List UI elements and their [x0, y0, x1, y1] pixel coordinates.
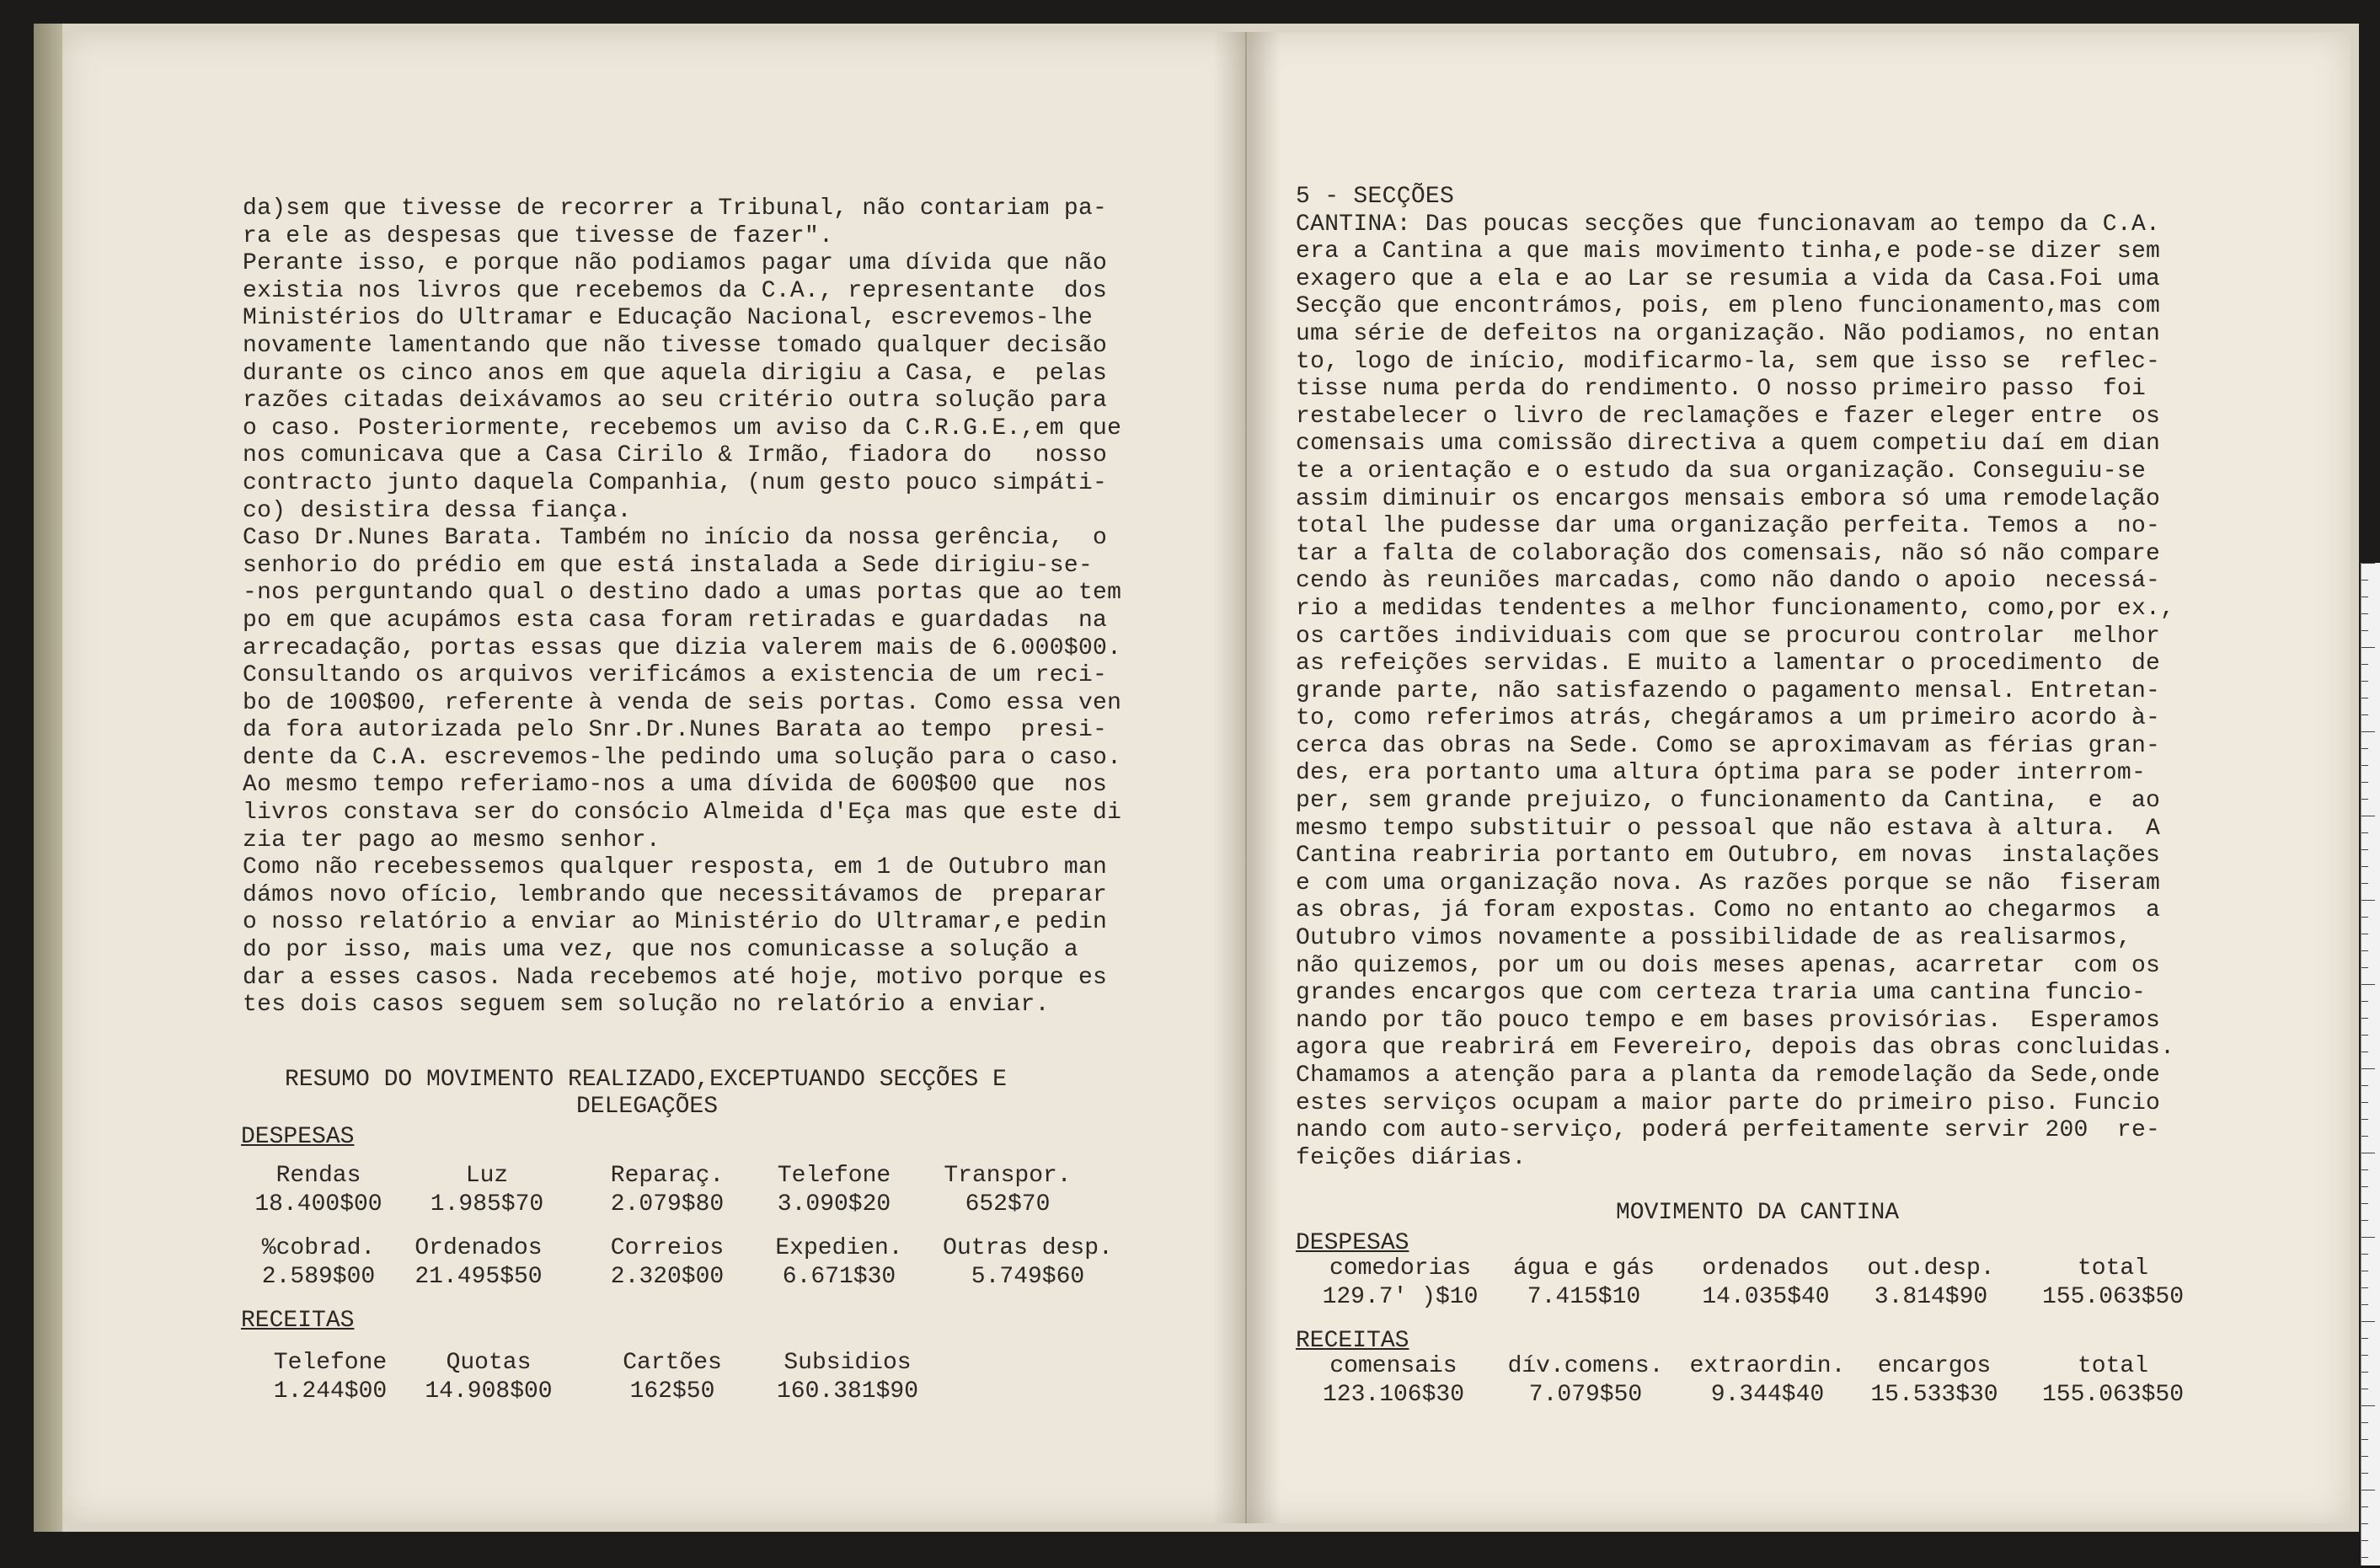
- ruler-tick: [2361, 1422, 2368, 1423]
- column-value: 162$50: [629, 1378, 715, 1405]
- column-value: 5.749$60: [971, 1264, 1085, 1290]
- ruler-tick: [2361, 1119, 2368, 1120]
- right-text-line-35: nando com auto-serviço, poderá perfeitamente servir 200 re-: [1296, 1117, 2161, 1144]
- ruler-tick: [2361, 1203, 2368, 1204]
- right-text-line-28: Outubro vimos novamente a possibilidade de as realisarmos,: [1296, 925, 2131, 952]
- right-text-line-10: comensais uma comissão directiva a quem competiu daí em dian: [1296, 431, 2161, 458]
- cantina-movement-title: MOVIMENTO DA CANTINA: [1616, 1200, 1900, 1226]
- right-text-line-31: nando por tão pouco tempo e em bases provisórias. Esperamos: [1296, 1007, 2161, 1034]
- ruler-tick: [2361, 1018, 2368, 1019]
- ruler-tick: [2361, 1035, 2368, 1036]
- ruler-tick: [2361, 917, 2368, 918]
- right-text-line-27: as obras, já foram expostas. Como no entanto ao chegarmos a: [1296, 897, 2161, 924]
- column-label: Telefone: [273, 1350, 388, 1376]
- right-body-text: [1296, 184, 2174, 1172]
- ruler-tick: [2361, 1523, 2368, 1524]
- ruler-tick: [2361, 613, 2368, 614]
- ruler-tick: [2361, 782, 2368, 783]
- ruler-tick: [2361, 748, 2368, 749]
- column-value: 7.079$50: [1528, 1382, 1643, 1408]
- column-value: 155.063$50: [2041, 1382, 2185, 1408]
- right-text-line-4: exagero que a ela e ao Lar se resumia a vida da Casa.Foi uma: [1296, 265, 2161, 292]
- summary-title-line-1: RESUMO DO MOVIMENTO REALIZADO,EXCEPTUANDO SECÇÕES E: [285, 1067, 1007, 1093]
- column-label: Telefone: [777, 1163, 891, 1189]
- ruler-tick: [2361, 647, 2375, 648]
- column-value: 3.814$90: [1874, 1284, 1988, 1310]
- left-text-line-8: razões citadas deixávamos ao seu critério outra solução para: [243, 388, 1108, 415]
- right-text-line-11: te a orientação e o estudo da sua organização. Conseguiu-se: [1296, 458, 2147, 484]
- column-value: 160.381$90: [776, 1378, 919, 1405]
- column-label: Ordenados: [414, 1235, 543, 1261]
- book-spine: [34, 24, 62, 1532]
- column-label: dív.comens.: [1507, 1353, 1664, 1379]
- ruler-tick: [2361, 1237, 2375, 1238]
- column-value: 123.106$30: [1322, 1382, 1465, 1408]
- column-value: 1.985$70: [430, 1191, 544, 1217]
- column-value: 14.908$00: [425, 1378, 553, 1405]
- left-text-line-21: dente da C.A. escrevemos-lhe pedindo uma solução para o caso.: [243, 744, 1122, 771]
- column-value: 6.671$30: [782, 1264, 896, 1290]
- column-label: Correios: [610, 1235, 725, 1261]
- ruler-tick: [2361, 1456, 2368, 1457]
- ruler-tick: [2361, 1338, 2368, 1339]
- right-text-line-16: rio a medidas tendentes a melhor funcionamento, como,por ex.,: [1296, 595, 2175, 622]
- column-label: total: [2077, 1255, 2148, 1282]
- right-text-line-9: restabelecer o livro de reclamações e fazer eleger entre os: [1296, 403, 2161, 430]
- column-label: água e gás: [1512, 1255, 1655, 1282]
- ruler-tick: [2361, 1085, 2368, 1086]
- left-text-line-17: arrecadação, portas essas que dizia valerem mais de 6.000$00.: [243, 634, 1122, 661]
- right-text-line-15: cendo às reuniões marcadas, como não dando o apoio necessá-: [1296, 568, 2161, 595]
- ruler-tick: [2361, 883, 2368, 884]
- ruler-tick: [2361, 1304, 2368, 1305]
- column-value: 14.035$40: [1702, 1284, 1830, 1310]
- column-value: 9.344$40: [1710, 1382, 1825, 1408]
- right-text-line-17: os cartões individuais com que se procurou controlar melhor: [1296, 623, 2161, 650]
- right-text-line-34: estes serviços ocupam a maior parte do primeiro piso. Funcio: [1296, 1089, 2161, 1116]
- column-value: 2.320$00: [610, 1264, 725, 1290]
- right-text-line-33: Chamamos a atenção para a planta da remodelação da Sede,onde: [1296, 1062, 2161, 1089]
- right-text-line-7: to, logo de início, modificarmo-la, sem que isso se reflec-: [1296, 348, 2161, 375]
- ruler-tick: [2361, 1557, 2368, 1558]
- column-label: Expedien.: [775, 1235, 903, 1261]
- column-label: extraordin.: [1689, 1353, 1846, 1379]
- column-value: 3.090$20: [777, 1191, 891, 1217]
- right-text-line-21: cerca das obras na Sede. Como se aproximavam as férias gran-: [1296, 732, 2161, 759]
- ruler-tick: [2361, 1102, 2368, 1103]
- column-label: Reparaç.: [610, 1163, 725, 1189]
- right-text-line-14: tar a falta de colaboração dos comensais, não só não compare: [1296, 540, 2161, 567]
- column-label: Outras desp.: [943, 1235, 1113, 1261]
- left-text-line-14: senhorio do prédio em que está instalada a Sede dirigiu-se-: [243, 552, 1094, 579]
- left-text-line-3: Perante isso, e porque não podiamos pagar uma dívida que não: [243, 250, 1108, 277]
- right-text-line-32: agora que reabrirá em Fevereiro, depois das obras concluidas.: [1296, 1035, 2175, 1062]
- right-text-line-3: era a Cantina a que mais movimento tinha,e pode-se dizer sem: [1296, 238, 2161, 265]
- right-text-line-30: grandes encargos que com certeza traria uma cantina funcio-: [1296, 980, 2147, 1007]
- column-value: 18.400$00: [254, 1191, 382, 1217]
- ruler-tick: [2361, 1321, 2375, 1322]
- ruler-tick: [2361, 1169, 2368, 1170]
- ruler-tick: [2361, 681, 2368, 682]
- column-label: encargos: [1877, 1353, 1992, 1379]
- ruler-tick: [2361, 563, 2375, 564]
- ruler-tick: [2361, 1287, 2368, 1288]
- column-label: %cobrad.: [261, 1235, 376, 1261]
- right-text-line-26: e com uma organização nova. As razões porque se não fiseram: [1296, 870, 2161, 896]
- ruler-tick: [2361, 832, 2368, 833]
- column-value: 7.415$10: [1527, 1284, 1641, 1310]
- left-text-line-18: Consultando os arquivos verificámos a existencia de um reci-: [243, 662, 1108, 689]
- left-text-line-27: o nosso relatório a enviar ao Ministério do Ultramar,e pedin: [243, 909, 1108, 936]
- summary-title-line-2: DELEGAÇÕES: [576, 1094, 719, 1120]
- right-text-line-36: feições diárias.: [1296, 1144, 1527, 1171]
- column-label: comensais: [1329, 1353, 1457, 1379]
- left-text-line-1: da)sem que tivesse de recorrer a Tribunal, não contariam pa-: [243, 195, 1108, 222]
- column-label: total: [2077, 1353, 2148, 1379]
- ruler-tick: [2361, 799, 2368, 800]
- right-text-line-6: uma série de defeitos na organização. Não podiamos, no entan: [1296, 320, 2161, 347]
- left-receitas-label: RECEITAS: [241, 1308, 355, 1334]
- right-text-line-25: Cantina reabriria portanto em Outubro, em novas instalações: [1296, 843, 2161, 870]
- right-text-line-1: 5 - SECÇÕES: [1296, 184, 1455, 210]
- left-text-line-19: bo de 100$00, referente à venda de seis portas. Como essa ven: [243, 689, 1122, 716]
- left-text-line-2: ra ele as despesas que tivesse de fazer".: [243, 222, 834, 249]
- left-text-line-20: da fora autorizada pelo Snr.Dr.Nunes Barata ao tempo presi-: [243, 717, 1108, 744]
- column-label: comedorias: [1329, 1255, 1472, 1282]
- column-label: Cartões: [623, 1350, 722, 1376]
- column-label: Luz: [465, 1163, 509, 1189]
- ruler-tick: [2361, 765, 2368, 766]
- ruler-tick: [2361, 630, 2368, 631]
- ruler-tick: [2361, 1186, 2368, 1187]
- ruler-tick: [2361, 1372, 2368, 1373]
- right-text-line-19: grande parte, não satisfazendo o pagamento mensal. Entretan-: [1296, 677, 2161, 704]
- left-text-line-6: novamente lamentando que não tivesse tomado qualquer decisão: [243, 332, 1108, 359]
- left-text-line-22: Ao mesmo tempo referiamo-nos a uma dívida de 600$00 que nos: [243, 772, 1108, 799]
- right-text-line-8: tisse numa perda do rendimento. O nosso primeiro passo foi: [1296, 376, 2147, 403]
- ruler-tick: [2361, 1220, 2368, 1221]
- ruler-tick: [2361, 866, 2368, 867]
- ruler-tick: [2361, 967, 2368, 968]
- left-text-line-29: dar a esses casos. Nada recebemos até hoje, motivo porque es: [243, 964, 1108, 991]
- column-label: Quotas: [446, 1350, 532, 1376]
- column-label: Subsidios: [784, 1350, 912, 1376]
- ruler-tick: [2361, 1540, 2368, 1541]
- ruler-tick: [2361, 984, 2375, 985]
- right-text-line-12: assim diminuir os encargos mensais embora só uma remodelação: [1296, 485, 2161, 512]
- left-despesas-label: DESPESAS: [241, 1124, 355, 1150]
- left-text-line-10: nos comunicava que a Casa Cirilo & Irmão, fiadora do nosso: [243, 442, 1108, 469]
- left-text-line-7: durante os cinco anos em que aquela dirigiu a Casa, e pelas: [243, 360, 1108, 387]
- column-label: ordenados: [1702, 1255, 1830, 1282]
- left-text-line-24: zia ter pago ao mesmo senhor.: [243, 827, 661, 854]
- ruler-tick: [2361, 849, 2368, 850]
- column-label: Rendas: [275, 1163, 361, 1189]
- left-text-line-25: Como não recebessemos qualquer resposta, em 1 de Outubro man: [243, 854, 1108, 881]
- left-text-line-9: o caso. Posteriormente, recebemos um aviso da C.R.G.E.,em que: [243, 415, 1122, 442]
- left-text-line-15: -nos perguntando qual o destino dado a umas portas que ao tem: [243, 580, 1122, 607]
- column-value: 155.063$50: [2041, 1284, 2185, 1310]
- ruler-tick: [2361, 1405, 2375, 1406]
- ruler-tick: [2361, 1001, 2368, 1002]
- right-text-line-5: Secção que encontrámos, pois, em pleno funcionamento,mas com: [1296, 293, 2161, 320]
- ruler-tick: [2361, 714, 2368, 715]
- left-text-line-11: contracto junto daquela Companhia, (num gesto pouco simpáti-: [243, 469, 1108, 496]
- column-label: out.desp.: [1867, 1255, 1995, 1282]
- column-value: 21.495$50: [414, 1264, 543, 1290]
- right-text-line-29: não quizemos, por um ou dois meses apenas, acarretar com os: [1296, 952, 2161, 979]
- left-body-text: [243, 195, 1121, 1019]
- left-text-line-23: livros constava ser do consócio Almeida d'Eça mas que este di: [243, 800, 1122, 827]
- column-value: 1.244$00: [273, 1378, 388, 1405]
- ruler-tick: [2361, 900, 2375, 901]
- left-text-line-4: existia nos livros que recebemos da C.A., representante dos: [243, 277, 1108, 304]
- right-text-line-24: mesmo tempo substituir o pessoal que não estava à altura. A: [1296, 815, 2161, 842]
- ruler-tick: [2361, 1473, 2368, 1474]
- right-text-line-23: per, sem grande prejuizo, o funcionamento da Cantina, e ao: [1296, 788, 2161, 815]
- ruler-tick: [2361, 1136, 2368, 1137]
- ruler-tick: [2361, 1355, 2368, 1356]
- ruler-tick: [2361, 580, 2368, 581]
- right-text-line-18: as refeições servidas. E muito a lamentar o procedimento de: [1296, 650, 2161, 677]
- ruler-tick: [2361, 950, 2368, 951]
- ruler-tick: [2361, 731, 2375, 732]
- left-text-line-5: Ministérios do Ultramar e Educação Nacional, escrevemos-lhe: [243, 305, 1094, 332]
- column-value: 129.7' )$10: [1322, 1284, 1479, 1310]
- ruler-tick: [2361, 1439, 2368, 1440]
- left-text-line-13: Caso Dr.Nunes Barata. Também no início da nossa gerência, o: [243, 525, 1108, 552]
- column-label: Transpor.: [944, 1163, 1072, 1189]
- column-value: 652$70: [965, 1191, 1051, 1217]
- column-value: 15.533$30: [1870, 1382, 1998, 1408]
- page-gutter: [1213, 32, 1281, 1523]
- right-text-line-22: des, era portanto uma altura óptima para se poder interrom-: [1296, 760, 2147, 787]
- left-text-line-30: tes dois casos seguem sem solução no relatório a enviar.: [243, 992, 1050, 1019]
- left-text-line-28: do por isso, mais uma vez, que nos comunicasse a solução a: [243, 937, 1078, 964]
- left-text-line-12: co) desistira dessa fiança.: [243, 497, 632, 524]
- right-receitas-label: RECEITAS: [1296, 1328, 1409, 1354]
- column-value: 2.589$00: [261, 1264, 376, 1290]
- left-text-line-16: po em que acupámos esta casa foram retiradas e guardadas na: [243, 607, 1108, 634]
- right-text-line-20: to, como referimos atrás, chegáramos a um primeiro acordo à-: [1296, 705, 2161, 732]
- right-despesas-label: DESPESAS: [1296, 1230, 1409, 1256]
- column-value: 2.079$80: [610, 1191, 725, 1217]
- right-text-line-2: CANTINA: Das poucas secções que funcionavam ao tempo da C.A.: [1296, 211, 2161, 238]
- ruler-tick: [2361, 664, 2368, 665]
- left-text-line-26: dámos novo ofício, lembrando que necessitávamos de preparar: [243, 881, 1108, 908]
- ruler-tick: [2361, 1068, 2375, 1069]
- right-text-line-13: total lhe pudesse dar uma organização perfeita. Temos a no-: [1296, 513, 2161, 540]
- ruler-tick: [2361, 1506, 2368, 1507]
- ruler-tick: [2361, 1254, 2368, 1255]
- scale-ruler: [2361, 563, 2380, 1565]
